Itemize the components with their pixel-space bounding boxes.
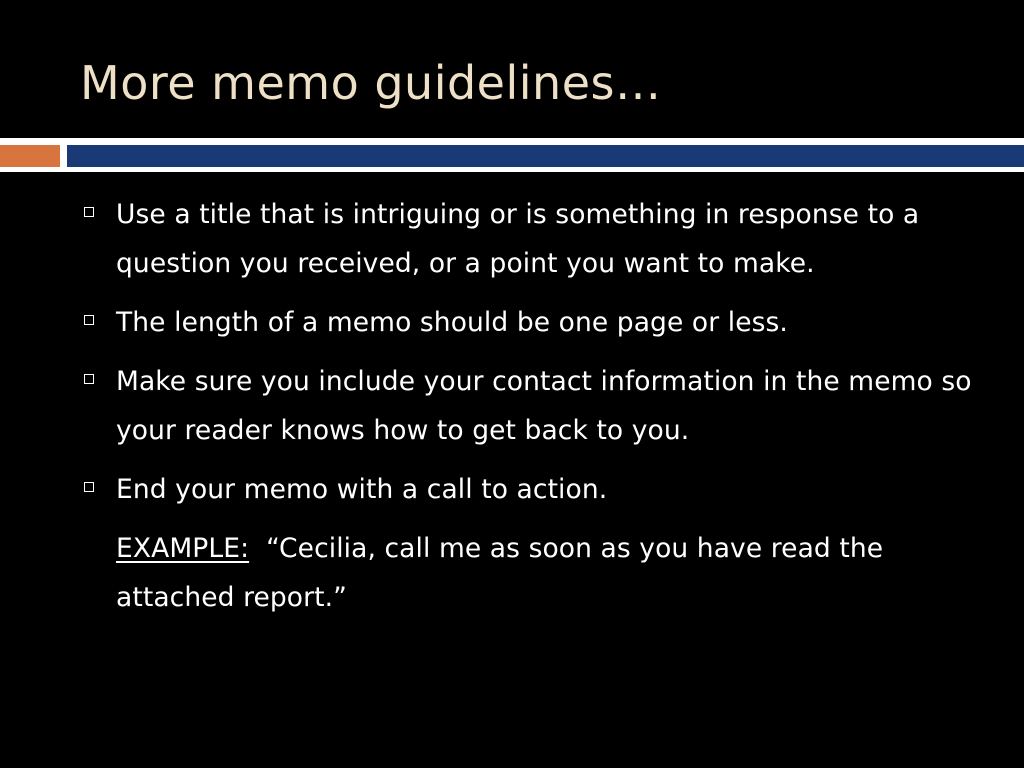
square-bullet-icon [84,374,94,384]
example-label: EXAMPLE: [116,533,250,564]
example-text: “Cecilia, call me as soon as you have read the attached report.” [116,533,884,613]
slide-body [80,190,980,622]
example-line [80,524,980,622]
bullet-text: The length of a memo should be one page or less. [116,307,788,338]
bullet-text: End your memo with a call to action. [116,474,608,505]
bullet-text: Make sure you include your contact information in the memo so your reader knows how to get back to you. [116,366,972,446]
slide-title: More memo guidelines… [80,56,662,110]
divider-accent-blue [67,145,1024,167]
bullet-item [80,190,980,288]
square-bullet-icon [84,482,94,492]
bullet-item [80,357,980,455]
bullet-item [80,298,980,347]
bullet-item [80,465,980,514]
square-bullet-icon [84,207,94,217]
divider-accent-orange [0,145,60,167]
square-bullet-icon [84,315,94,325]
bullet-text: Use a title that is intriguing or is something in response to a question you received, or a point you want to make. [116,199,920,279]
